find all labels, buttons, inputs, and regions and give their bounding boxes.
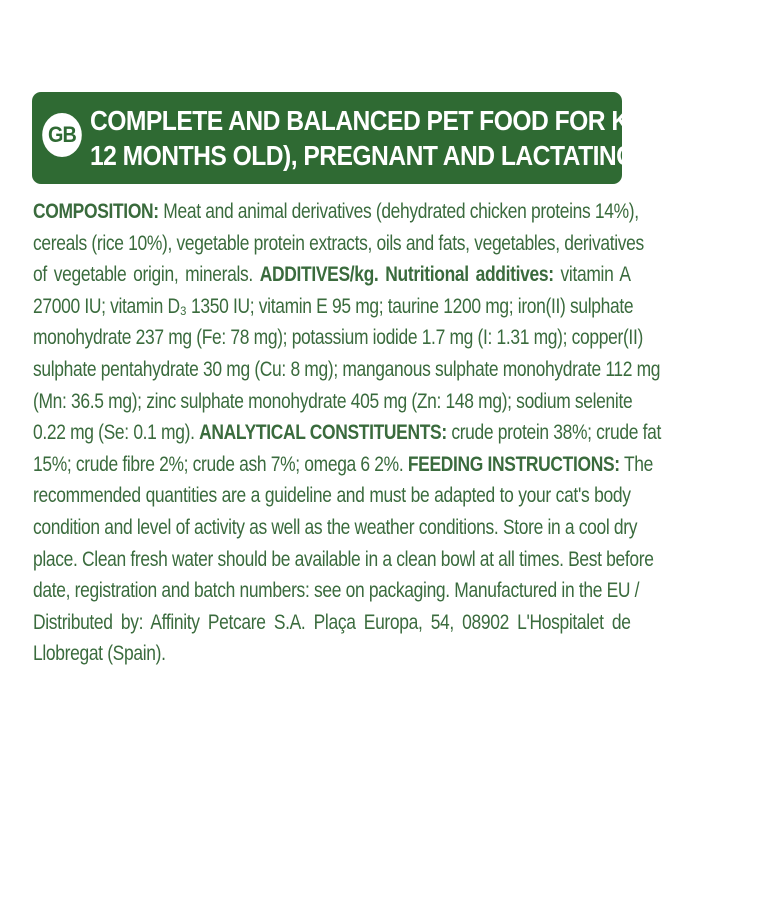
text-line: recommended quantities are a guideline and must be adapted to your cat's body xyxy=(33,484,631,508)
text-line: (Mn: 36.5 mg); zinc sulphate monohydrate 405 mg (Zn: 148 mg); sodium selenite xyxy=(33,389,633,413)
product-title xyxy=(90,103,779,173)
feeding-instructions-label: FEEDING INSTRUCTIONS: xyxy=(407,452,620,476)
additives-label: ADDITIVES/kg. Nutritional additives: xyxy=(259,263,554,287)
text-line: 0.22 mg (Se: 0.1 mg). ANALYTICAL CONSTITUENTS: crude protein 38%; crude fat xyxy=(33,421,661,445)
header-banner xyxy=(32,92,779,184)
text-line: Llobregat (Spain). xyxy=(33,642,166,666)
title-line-1: COMPLETE AND BALANCED PET FOOD FOR KITTENS (1 TO xyxy=(90,105,779,136)
title-line-2: 12 MONTHS OLD), PREGNANT AND LACTATING QUEENS xyxy=(90,140,743,171)
text-line: of vegetable origin, minerals. ADDITIVES/kg. Nutritional additives: vitamin A xyxy=(33,263,631,287)
text-line: Distributed by: Affinity Petcare S.A. Plaça Europa, 54, 08902 L'Hospitalet de xyxy=(33,610,631,634)
text-line: cereals (rice 10%), vegetable protein extracts, oils and fats, vegetables, derivatives xyxy=(33,231,644,255)
text-line: date, registration and batch numbers: see on packaging. Manufactured in the EU / xyxy=(33,579,640,603)
country-badge: GB xyxy=(42,113,82,157)
analytical-constituents-label: ANALYTICAL CONSTITUENTS: xyxy=(199,421,447,445)
text-line: sulphate pentahydrate 30 mg (Cu: 8 mg); manganous sulphate monohydrate 112 mg xyxy=(33,357,661,381)
text-line: monohydrate 237 mg (Fe: 78 mg); potassium iodide 1.7 mg (I: 1.31 mg); copper(II) xyxy=(33,326,643,350)
text-line: COMPOSITION: Meat and animal derivatives (dehydrated chicken proteins 14%), xyxy=(33,200,639,223)
label-body-text xyxy=(33,196,661,670)
composition-label: COMPOSITION: xyxy=(33,200,159,223)
text-line: condition and level of activity as well as the weather conditions. Store in a cool dry xyxy=(33,515,638,539)
text-line: 15%; crude fibre 2%; crude ash 7%; omega 6 2%. FEEDING INSTRUCTIONS: The xyxy=(33,452,653,476)
text-line: place. Clean fresh water should be available in a clean bowl at all times. Best before xyxy=(33,547,654,571)
text-line: 27000 IU; vitamin D₃ 1350 IU; vitamin E 95 mg; taurine 1200 mg; iron(II) sulphate xyxy=(33,294,634,318)
